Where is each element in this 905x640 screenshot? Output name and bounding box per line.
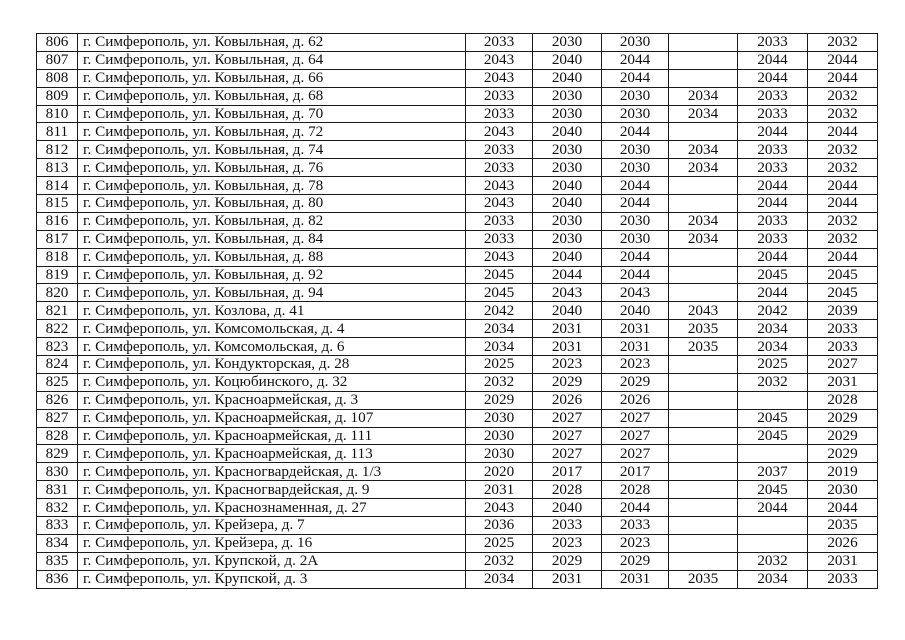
row-number: 811 (37, 123, 78, 141)
table-row (37, 123, 878, 141)
year-col-4: 2043 (669, 302, 738, 320)
year-col-6: 2044 (808, 499, 878, 517)
year-col-5 (738, 534, 808, 552)
year-col-5: 2037 (738, 463, 808, 481)
year-col-1: 2033 (466, 34, 533, 52)
year-col-4 (669, 248, 738, 266)
year-col-5: 2032 (738, 552, 808, 570)
row-number: 812 (37, 141, 78, 159)
year-col-5: 2042 (738, 302, 808, 320)
year-col-1: 2020 (466, 463, 533, 481)
year-col-6: 2044 (808, 177, 878, 195)
row-number: 815 (37, 195, 78, 213)
table-row (37, 463, 878, 481)
year-col-3: 2030 (602, 105, 669, 123)
year-col-4: 2034 (669, 212, 738, 230)
table-row (37, 445, 878, 463)
year-col-2: 2030 (533, 230, 602, 248)
building-address: г. Симферополь, ул. Кондукторская, д. 28 (78, 356, 466, 374)
year-col-6: 2027 (808, 356, 878, 374)
year-col-2: 2040 (533, 51, 602, 69)
year-col-1: 2030 (466, 445, 533, 463)
year-col-4 (669, 51, 738, 69)
table-row (37, 87, 878, 105)
year-col-4: 2035 (669, 338, 738, 356)
building-address: г. Симферополь, ул. Крупской, д. 3 (78, 570, 466, 588)
year-col-5: 2045 (738, 266, 808, 284)
year-col-4 (669, 123, 738, 141)
row-number: 823 (37, 338, 78, 356)
year-col-2: 2030 (533, 141, 602, 159)
year-col-1: 2043 (466, 69, 533, 87)
year-col-2: 2029 (533, 373, 602, 391)
row-number: 833 (37, 517, 78, 535)
table-row (37, 159, 878, 177)
year-col-4 (669, 69, 738, 87)
year-col-2: 2023 (533, 534, 602, 552)
year-col-2: 2023 (533, 356, 602, 374)
year-col-4 (669, 266, 738, 284)
year-col-2: 2040 (533, 177, 602, 195)
year-col-5: 2044 (738, 69, 808, 87)
year-col-4 (669, 34, 738, 52)
year-col-1: 2034 (466, 570, 533, 588)
year-col-6: 2045 (808, 284, 878, 302)
year-col-3: 2044 (602, 499, 669, 517)
year-col-6: 2031 (808, 552, 878, 570)
year-col-1: 2036 (466, 517, 533, 535)
year-col-1: 2033 (466, 230, 533, 248)
year-col-1: 2043 (466, 123, 533, 141)
year-col-5 (738, 391, 808, 409)
year-col-3: 2029 (602, 552, 669, 570)
table-row (37, 266, 878, 284)
year-col-4 (669, 534, 738, 552)
year-col-3: 2030 (602, 159, 669, 177)
row-number: 835 (37, 552, 78, 570)
row-number: 826 (37, 391, 78, 409)
row-number: 820 (37, 284, 78, 302)
year-col-3: 2027 (602, 427, 669, 445)
row-number: 814 (37, 177, 78, 195)
year-col-6: 2033 (808, 338, 878, 356)
year-col-4 (669, 373, 738, 391)
year-col-3: 2044 (602, 266, 669, 284)
year-col-5: 2034 (738, 320, 808, 338)
year-col-1: 2034 (466, 320, 533, 338)
year-col-5: 2044 (738, 177, 808, 195)
year-col-1: 2033 (466, 159, 533, 177)
row-number: 813 (37, 159, 78, 177)
table-row (37, 69, 878, 87)
year-col-1: 2033 (466, 87, 533, 105)
year-col-3: 2031 (602, 320, 669, 338)
table-row (37, 320, 878, 338)
year-col-4 (669, 177, 738, 195)
building-address: г. Симферополь, ул. Красноармейская, д. 113 (78, 445, 466, 463)
year-col-2: 2028 (533, 481, 602, 499)
year-col-6: 2033 (808, 320, 878, 338)
year-col-3: 2040 (602, 302, 669, 320)
year-col-5: 2032 (738, 373, 808, 391)
building-address: г. Симферополь, ул. Ковыльная, д. 62 (78, 34, 466, 52)
year-col-3: 2023 (602, 356, 669, 374)
building-address: г. Симферополь, ул. Ковыльная, д. 88 (78, 248, 466, 266)
table-row (37, 248, 878, 266)
building-address: г. Симферополь, ул. Ковыльная, д. 72 (78, 123, 466, 141)
year-col-2: 2030 (533, 212, 602, 230)
repair-schedule-table (36, 33, 878, 589)
year-col-3: 2044 (602, 248, 669, 266)
year-col-3: 2044 (602, 51, 669, 69)
year-col-1: 2045 (466, 284, 533, 302)
year-col-2: 2040 (533, 302, 602, 320)
year-col-6: 2032 (808, 159, 878, 177)
row-number: 810 (37, 105, 78, 123)
building-address: г. Симферополь, ул. Ковыльная, д. 94 (78, 284, 466, 302)
year-col-3: 2029 (602, 373, 669, 391)
table-row (37, 373, 878, 391)
year-col-5: 2044 (738, 123, 808, 141)
year-col-1: 2034 (466, 338, 533, 356)
year-col-2: 2027 (533, 409, 602, 427)
year-col-1: 2045 (466, 266, 533, 284)
year-col-5: 2045 (738, 409, 808, 427)
table-row (37, 391, 878, 409)
year-col-2: 2030 (533, 105, 602, 123)
row-number: 808 (37, 69, 78, 87)
year-col-6: 2030 (808, 481, 878, 499)
year-col-6: 2044 (808, 69, 878, 87)
year-col-1: 2031 (466, 481, 533, 499)
year-col-4: 2035 (669, 570, 738, 588)
year-col-5: 2033 (738, 230, 808, 248)
table-row (37, 302, 878, 320)
year-col-2: 2029 (533, 552, 602, 570)
year-col-1: 2032 (466, 552, 533, 570)
year-col-5: 2033 (738, 141, 808, 159)
year-col-2: 2031 (533, 570, 602, 588)
table-row (37, 409, 878, 427)
year-col-2: 2026 (533, 391, 602, 409)
year-col-3: 2044 (602, 123, 669, 141)
year-col-5 (738, 445, 808, 463)
year-col-3: 2017 (602, 463, 669, 481)
year-col-4 (669, 195, 738, 213)
row-number: 816 (37, 212, 78, 230)
year-col-6: 2029 (808, 445, 878, 463)
year-col-2: 2040 (533, 195, 602, 213)
year-col-5: 2044 (738, 284, 808, 302)
table-row (37, 481, 878, 499)
table-row (37, 517, 878, 535)
year-col-6: 2029 (808, 427, 878, 445)
building-address: г. Симферополь, ул. Крейзера, д. 7 (78, 517, 466, 535)
building-address: г. Симферополь, ул. Красноармейская, д. 107 (78, 409, 466, 427)
building-address: г. Симферополь, ул. Красногвардейская, д. 9 (78, 481, 466, 499)
building-address: г. Симферополь, ул. Комсомольская, д. 4 (78, 320, 466, 338)
year-col-4 (669, 391, 738, 409)
year-col-2: 2031 (533, 320, 602, 338)
year-col-1: 2043 (466, 195, 533, 213)
year-col-3: 2027 (602, 445, 669, 463)
year-col-3: 2030 (602, 87, 669, 105)
year-col-5: 2044 (738, 499, 808, 517)
year-col-1: 2043 (466, 248, 533, 266)
year-col-5: 2045 (738, 481, 808, 499)
year-col-4: 2034 (669, 105, 738, 123)
table-row (37, 141, 878, 159)
year-col-5: 2033 (738, 34, 808, 52)
building-address: г. Симферополь, ул. Крейзера, д. 16 (78, 534, 466, 552)
year-col-6: 2044 (808, 51, 878, 69)
year-col-2: 2027 (533, 427, 602, 445)
year-col-1: 2030 (466, 409, 533, 427)
year-col-4 (669, 409, 738, 427)
year-col-5: 2045 (738, 427, 808, 445)
building-address: г. Симферополь, ул. Ковыльная, д. 84 (78, 230, 466, 248)
table-row (37, 230, 878, 248)
row-number: 824 (37, 356, 78, 374)
row-number: 834 (37, 534, 78, 552)
row-number: 817 (37, 230, 78, 248)
row-number: 825 (37, 373, 78, 391)
building-address: г. Симферополь, ул. Ковыльная, д. 78 (78, 177, 466, 195)
year-col-2: 2040 (533, 499, 602, 517)
year-col-2: 2040 (533, 248, 602, 266)
year-col-5: 2044 (738, 248, 808, 266)
year-col-6: 2035 (808, 517, 878, 535)
year-col-3: 2030 (602, 141, 669, 159)
year-col-1: 2032 (466, 373, 533, 391)
year-col-5: 2034 (738, 338, 808, 356)
row-number: 809 (37, 87, 78, 105)
year-col-4 (669, 445, 738, 463)
year-col-1: 2033 (466, 105, 533, 123)
year-col-6: 2031 (808, 373, 878, 391)
table-row (37, 34, 878, 52)
building-address: г. Симферополь, ул. Ковыльная, д. 66 (78, 69, 466, 87)
year-col-6: 2028 (808, 391, 878, 409)
row-number: 806 (37, 34, 78, 52)
year-col-2: 2033 (533, 517, 602, 535)
year-col-6: 2032 (808, 34, 878, 52)
year-col-1: 2042 (466, 302, 533, 320)
year-col-3: 2030 (602, 230, 669, 248)
year-col-3: 2044 (602, 195, 669, 213)
year-col-6: 2044 (808, 123, 878, 141)
row-number: 829 (37, 445, 78, 463)
table-row (37, 499, 878, 517)
year-col-5: 2033 (738, 105, 808, 123)
year-col-5: 2044 (738, 51, 808, 69)
year-col-6: 2032 (808, 105, 878, 123)
year-col-4: 2034 (669, 230, 738, 248)
year-col-5: 2033 (738, 87, 808, 105)
table-row (37, 177, 878, 195)
building-address: г. Симферополь, ул. Ковыльная, д. 80 (78, 195, 466, 213)
year-col-3: 2023 (602, 534, 669, 552)
year-col-5: 2034 (738, 570, 808, 588)
year-col-5: 2025 (738, 356, 808, 374)
building-address: г. Симферополь, ул. Ковыльная, д. 68 (78, 87, 466, 105)
year-col-5: 2033 (738, 159, 808, 177)
row-number: 828 (37, 427, 78, 445)
building-address: г. Симферополь, ул. Крупской, д. 2А (78, 552, 466, 570)
year-col-6: 2032 (808, 230, 878, 248)
year-col-2: 2017 (533, 463, 602, 481)
year-col-4 (669, 463, 738, 481)
year-col-1: 2025 (466, 534, 533, 552)
year-col-3: 2030 (602, 34, 669, 52)
year-col-2: 2040 (533, 69, 602, 87)
year-col-6: 2033 (808, 570, 878, 588)
row-number: 819 (37, 266, 78, 284)
year-col-5 (738, 517, 808, 535)
table-row (37, 212, 878, 230)
row-number: 832 (37, 499, 78, 517)
table-row (37, 284, 878, 302)
year-col-6: 2039 (808, 302, 878, 320)
table-row (37, 51, 878, 69)
table-row (37, 552, 878, 570)
year-col-3: 2030 (602, 212, 669, 230)
table-row (37, 570, 878, 588)
building-address: г. Симферополь, ул. Ковыльная, д. 76 (78, 159, 466, 177)
year-col-4: 2034 (669, 141, 738, 159)
document-page (36, 33, 878, 589)
year-col-2: 2030 (533, 87, 602, 105)
year-col-2: 2040 (533, 123, 602, 141)
year-col-1: 2043 (466, 499, 533, 517)
row-number: 831 (37, 481, 78, 499)
year-col-6: 2026 (808, 534, 878, 552)
year-col-4 (669, 481, 738, 499)
year-col-2: 2044 (533, 266, 602, 284)
building-address: г. Симферополь, ул. Козлова, д. 41 (78, 302, 466, 320)
year-col-3: 2026 (602, 391, 669, 409)
year-col-6: 2045 (808, 266, 878, 284)
year-col-3: 2044 (602, 69, 669, 87)
row-number: 830 (37, 463, 78, 481)
table-row (37, 356, 878, 374)
year-col-3: 2028 (602, 481, 669, 499)
row-number: 822 (37, 320, 78, 338)
year-col-1: 2029 (466, 391, 533, 409)
year-col-5: 2033 (738, 212, 808, 230)
year-col-4 (669, 499, 738, 517)
year-col-5: 2044 (738, 195, 808, 213)
building-address: г. Симферополь, ул. Ковыльная, д. 74 (78, 141, 466, 159)
year-col-6: 2019 (808, 463, 878, 481)
table-row (37, 105, 878, 123)
row-number: 807 (37, 51, 78, 69)
year-col-2: 2043 (533, 284, 602, 302)
year-col-1: 2025 (466, 356, 533, 374)
year-col-6: 2044 (808, 195, 878, 213)
year-col-3: 2043 (602, 284, 669, 302)
building-address: г. Симферополь, ул. Ковыльная, д. 92 (78, 266, 466, 284)
building-address: г. Симферополь, ул. Красногвардейская, д. 1/3 (78, 463, 466, 481)
building-address: г. Симферополь, ул. Коцюбинского, д. 32 (78, 373, 466, 391)
building-address: г. Симферополь, ул. Красноармейская, д. 111 (78, 427, 466, 445)
building-address: г. Симферополь, ул. Ковыльная, д. 64 (78, 51, 466, 69)
table-row (37, 338, 878, 356)
year-col-1: 2033 (466, 212, 533, 230)
table-row (37, 427, 878, 445)
building-address: г. Симферополь, ул. Красноармейская, д. 3 (78, 391, 466, 409)
year-col-4 (669, 427, 738, 445)
year-col-4: 2034 (669, 159, 738, 177)
year-col-1: 2030 (466, 427, 533, 445)
year-col-6: 2044 (808, 248, 878, 266)
year-col-4 (669, 552, 738, 570)
row-number: 818 (37, 248, 78, 266)
year-col-1: 2043 (466, 177, 533, 195)
year-col-6: 2032 (808, 212, 878, 230)
table-row (37, 534, 878, 552)
year-col-4: 2035 (669, 320, 738, 338)
year-col-1: 2043 (466, 51, 533, 69)
row-number: 821 (37, 302, 78, 320)
building-address: г. Симферополь, ул. Ковыльная, д. 70 (78, 105, 466, 123)
building-address: г. Симферополь, ул. Краснознаменная, д. 27 (78, 499, 466, 517)
year-col-4 (669, 517, 738, 535)
year-col-1: 2033 (466, 141, 533, 159)
year-col-4 (669, 356, 738, 374)
year-col-3: 2031 (602, 570, 669, 588)
year-col-6: 2032 (808, 87, 878, 105)
building-address: г. Симферополь, ул. Комсомольская, д. 6 (78, 338, 466, 356)
year-col-3: 2044 (602, 177, 669, 195)
table-row (37, 195, 878, 213)
year-col-4: 2034 (669, 87, 738, 105)
year-col-6: 2032 (808, 141, 878, 159)
row-number: 836 (37, 570, 78, 588)
year-col-3: 2031 (602, 338, 669, 356)
row-number: 827 (37, 409, 78, 427)
year-col-2: 2030 (533, 34, 602, 52)
table-body (37, 34, 878, 589)
year-col-2: 2027 (533, 445, 602, 463)
year-col-2: 2030 (533, 159, 602, 177)
year-col-3: 2033 (602, 517, 669, 535)
year-col-4 (669, 284, 738, 302)
year-col-6: 2029 (808, 409, 878, 427)
year-col-2: 2031 (533, 338, 602, 356)
building-address: г. Симферополь, ул. Ковыльная, д. 82 (78, 212, 466, 230)
year-col-3: 2027 (602, 409, 669, 427)
